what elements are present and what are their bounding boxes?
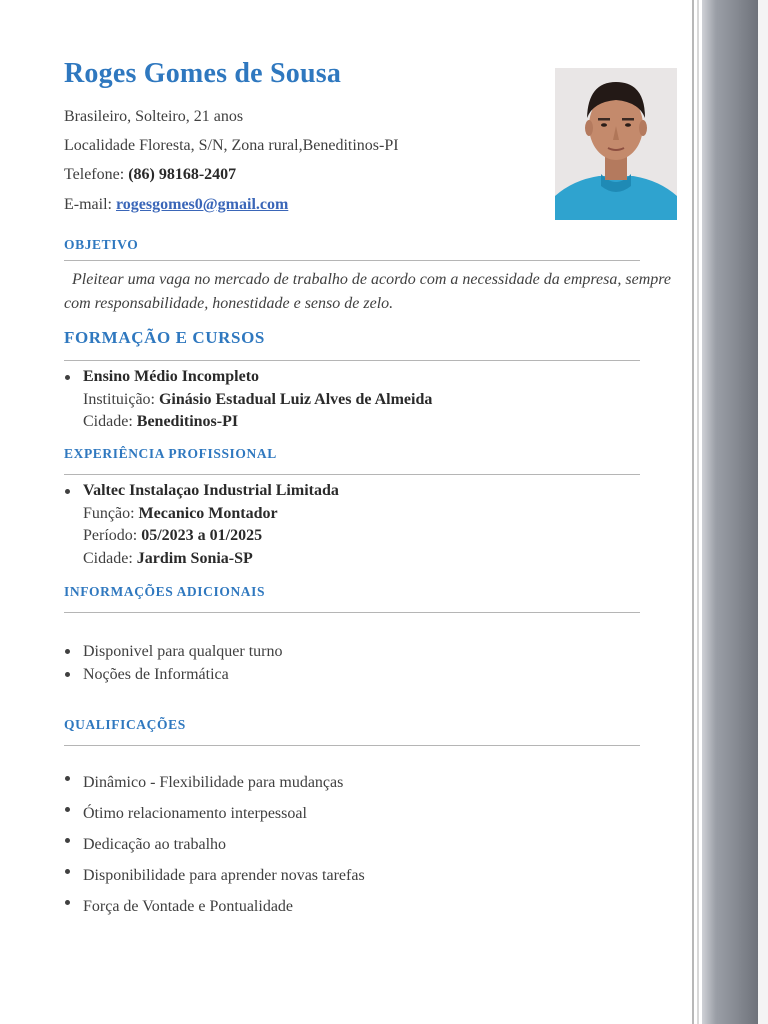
- qualifications-divider: [64, 745, 640, 746]
- profile-photo: [555, 68, 677, 220]
- role-line: [83, 503, 339, 526]
- education-heading: FORMAÇÃO E CURSOS: [64, 328, 265, 347]
- education-list: [64, 366, 432, 434]
- personal-details: Brasileiro, Solteiro, 21 anos: [64, 108, 244, 125]
- experience-city-line: [83, 548, 339, 571]
- objective-divider: [64, 260, 640, 261]
- sidebar-line: [692, 0, 694, 1024]
- institution-line: [83, 389, 432, 412]
- objective-body: Pleitear uma vaga no mercado de trabalho de acordo com a necessidade da empresa, sempre com responsabilidade, honestidade e senso de zelo.: [64, 271, 672, 312]
- objective-text: [64, 268, 671, 316]
- phone-label: Telefone:: [64, 166, 125, 183]
- email-link[interactable]: rogesgomes0@gmail.com: [115, 196, 289, 213]
- education-divider: [64, 360, 640, 361]
- period-label: Período:: [83, 527, 138, 544]
- role-value: Mecanico Montador: [138, 504, 278, 522]
- education-city-line: [83, 411, 432, 434]
- period-line: [83, 525, 339, 548]
- portrait-image: [555, 68, 677, 220]
- experience-city-label: Cidade:: [83, 549, 133, 567]
- experience-heading: EXPERIÊNCIA PROFISSIONAL: [64, 446, 277, 461]
- list-item: Disponivel para qualquer turno: [64, 640, 283, 663]
- education-city-label: Cidade:: [83, 413, 133, 430]
- email-label: E-mail:: [64, 196, 112, 213]
- experience-item: [64, 480, 339, 570]
- experience-list: [64, 480, 339, 570]
- role-label: Função:: [83, 504, 135, 522]
- qualifications-heading: QUALIFICAÇÕES: [64, 717, 186, 732]
- list-item: Disponibilidade para aprender novas tarefas: [64, 860, 365, 891]
- experience-divider: [64, 474, 640, 475]
- company-name: Valtec Instalaçao Industrial Limitada: [83, 482, 339, 499]
- email-line: [64, 196, 288, 214]
- institution-value: Ginásio Estadual Luiz Alves de Almeida: [158, 390, 433, 408]
- education-item: [64, 366, 432, 434]
- additional-list: [64, 640, 283, 686]
- decorative-sidebar: [692, 0, 768, 1024]
- education-city-value: Beneditinos-PI: [136, 413, 239, 430]
- qualifications-list: [64, 767, 365, 922]
- experience-city-value: Jardim Sonia-SP: [136, 549, 253, 567]
- phone-line: [64, 166, 236, 184]
- institution-label: Instituição:: [83, 390, 155, 408]
- period-value: 05/2023 a 01/2025: [141, 527, 263, 544]
- sidebar-edge: [758, 0, 768, 1024]
- candidate-name: Roges Gomes de Sousa: [64, 58, 342, 89]
- list-item: Dedicação ao trabalho: [64, 829, 365, 860]
- additional-heading: INFORMAÇÕES ADICIONAIS: [64, 584, 266, 599]
- phone-value: (86) 98168-2407: [128, 166, 237, 183]
- list-item: Noções de Informática: [64, 663, 283, 686]
- course-name: Ensino Médio Incompleto: [83, 368, 260, 385]
- address: Localidade Floresta, S/N, Zona rural,Beneditinos-PI: [64, 137, 399, 154]
- list-item: Dinâmico - Flexibilidade para mudanças: [64, 767, 365, 798]
- sidebar-line: [697, 0, 699, 1024]
- list-item: Força de Vontade e Pontualidade: [64, 891, 365, 922]
- sidebar-band: [702, 0, 758, 1024]
- objective-heading: OBJETIVO: [64, 237, 139, 252]
- list-item: Ótimo relacionamento interpessoal: [64, 798, 365, 829]
- additional-divider: [64, 612, 640, 613]
